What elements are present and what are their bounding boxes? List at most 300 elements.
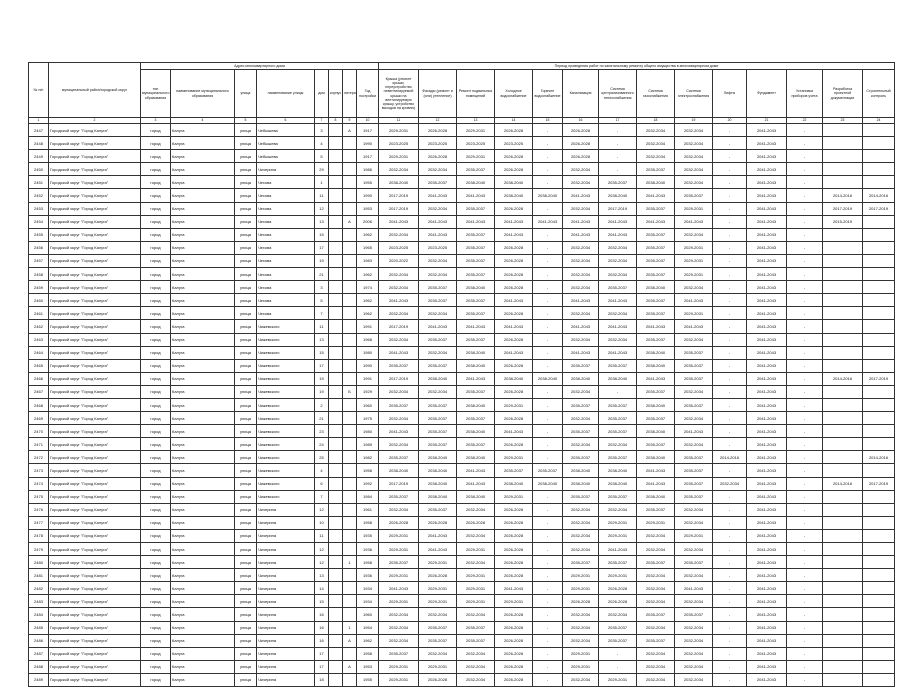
table-cell: 2035-2037	[637, 412, 675, 425]
hdr-hot-water: Горячее водоснабжение	[533, 70, 563, 118]
table-row	[29, 137, 895, 150]
table-cell: -	[533, 569, 563, 582]
table-cell	[343, 137, 357, 150]
table-cell: 2035-2037	[637, 307, 675, 320]
table-cell: 2032-2034	[563, 673, 599, 686]
table-cell: 2017-2019	[823, 202, 863, 215]
table-cell: 4	[315, 137, 329, 150]
table-cell: -	[713, 268, 747, 281]
table-cell	[343, 254, 357, 267]
table-cell: 2035-2037	[379, 451, 419, 464]
hdr-street-name: наименование улицы	[257, 70, 315, 118]
table-cell: улица	[235, 124, 257, 137]
table-cell: город	[141, 372, 171, 385]
table-cell: Городской округ "Город Калуга"	[49, 582, 141, 595]
table-cell	[863, 346, 895, 359]
table-cell: -	[533, 516, 563, 529]
table-cell: Калуга	[171, 451, 235, 464]
table-cell	[863, 254, 895, 267]
table-cell	[329, 543, 343, 556]
table-cell	[329, 189, 343, 202]
table-cell: -	[713, 595, 747, 608]
table-cell: Калуга	[171, 163, 235, 176]
table-cell: Городской округ "Город Калуга"	[49, 241, 141, 254]
table-cell: -	[533, 398, 563, 411]
table-cell: 2032-2034	[457, 660, 495, 673]
table-cell: Калуга	[171, 608, 235, 621]
table-cell: 2017-2019	[599, 202, 637, 215]
table-cell: Городской округ "Город Калуга"	[49, 660, 141, 673]
table-cell: Городской округ "Город Калуга"	[49, 529, 141, 542]
table-cell: Чехова	[257, 215, 315, 228]
table-cell: -	[713, 582, 747, 595]
table-cell: 2032-2034	[637, 660, 675, 673]
table-cell: 2035-2037	[599, 398, 637, 411]
table-cell: 2041-2043	[675, 320, 713, 333]
table-cell: 2038-2040	[495, 477, 533, 490]
table-cell: 2029-2031	[675, 202, 713, 215]
table-row	[29, 516, 895, 529]
table-cell: 2029-2031	[563, 660, 599, 673]
table-cell: 2029-2031	[563, 582, 599, 595]
table-cell: 2035-2037	[637, 268, 675, 281]
table-cell: 2029-2031	[563, 647, 599, 660]
table-cell: 2029-2031	[419, 556, 457, 569]
table-cell: 2041-2043	[747, 346, 787, 359]
table-cell: 2026-2028	[457, 516, 495, 529]
table-cell: -	[787, 412, 823, 425]
table-cell: 1968	[357, 333, 379, 346]
table-cell: 1990	[357, 359, 379, 372]
table-cell: -	[713, 215, 747, 228]
table-cell: 2032-2034	[379, 228, 419, 241]
hdr-heat: Система централизованного теплоснабжения	[599, 70, 637, 118]
table-cell: -	[533, 176, 563, 189]
table-cell: 2041-2043	[419, 189, 457, 202]
table-cell	[823, 451, 863, 464]
table-cell: -	[533, 634, 563, 647]
table-cell: улица	[235, 582, 257, 595]
table-cell: улица	[235, 556, 257, 569]
table-cell: 2035-2037	[379, 359, 419, 372]
table-cell	[343, 359, 357, 372]
table-cell: 2035-2037	[637, 202, 675, 215]
table-cell: 2035-2037	[675, 398, 713, 411]
table-cell	[329, 150, 343, 163]
table-cell: 2032-2034	[419, 163, 457, 176]
table-cell: 2038-2040	[457, 425, 495, 438]
table-cell: Городской округ "Город Калуга"	[49, 163, 141, 176]
table-cell: -	[787, 359, 823, 372]
table-cell: 2041-2043	[457, 464, 495, 477]
table-cell: Городской округ "Город Калуга"	[49, 569, 141, 582]
table-cell: 2041-2043	[747, 294, 787, 307]
table-cell: -	[599, 150, 637, 163]
table-cell: Чижевского	[257, 464, 315, 477]
table-cell: 2026-2028	[379, 516, 419, 529]
table-cell: 2035-2037	[379, 398, 419, 411]
table-cell: 2035-2037	[457, 438, 495, 451]
table-cell: 2032-2034	[379, 281, 419, 294]
table-cell: улица	[235, 477, 257, 490]
table-cell: 2483	[29, 595, 49, 608]
table-cell: 2023-2025	[457, 137, 495, 150]
table-cell: 1929	[357, 385, 379, 398]
table-cell: -	[713, 333, 747, 346]
table-cell: Калуга	[171, 556, 235, 569]
table-cell: 2029-2031	[495, 398, 533, 411]
table-cell: улица	[235, 320, 257, 333]
table-row	[29, 385, 895, 398]
table-cell: 1934	[357, 582, 379, 595]
table-cell: 2026-2028	[495, 385, 533, 398]
table-cell: -	[533, 647, 563, 660]
table-cell: 12	[315, 556, 329, 569]
table-cell: улица	[235, 176, 257, 189]
table-cell: 2026-2028	[495, 268, 533, 281]
table-cell: 1917	[357, 150, 379, 163]
table-cell	[863, 438, 895, 451]
column-number: 8	[329, 118, 343, 124]
table-cell: -	[533, 608, 563, 621]
table-cell	[343, 543, 357, 556]
table-cell: 2015-2019	[823, 215, 863, 228]
table-cell: город	[141, 608, 171, 621]
table-cell: -	[787, 215, 823, 228]
table-cell	[823, 176, 863, 189]
table-cell: Чичерина	[257, 529, 315, 542]
table-cell	[823, 516, 863, 529]
table-cell	[343, 294, 357, 307]
table-cell: улица	[235, 543, 257, 556]
table-cell: 2038-2040	[599, 464, 637, 477]
table-cell: Городской округ "Город Калуга"	[49, 543, 141, 556]
table-cell: -	[533, 438, 563, 451]
table-cell	[329, 621, 343, 634]
hdr-municipality: муниципальный район/городской округ	[49, 63, 141, 118]
table-row	[29, 477, 895, 490]
table-cell: 2035-2037	[599, 412, 637, 425]
table-cell: 1984	[357, 490, 379, 503]
table-cell: -	[713, 543, 747, 556]
table-cell	[863, 137, 895, 150]
table-cell	[863, 385, 895, 398]
table-cell: 2029-2031	[495, 595, 533, 608]
table-cell: Городской округ "Город Калуга"	[49, 595, 141, 608]
table-cell: 2032-2034	[379, 608, 419, 621]
table-cell: Калуга	[171, 516, 235, 529]
table-cell: 2029-2031	[563, 569, 599, 582]
table-cell: -	[713, 150, 747, 163]
table-cell: Чижевского	[257, 333, 315, 346]
table-cell: 2014-2016	[863, 189, 895, 202]
table-row	[29, 673, 895, 686]
table-cell: 2041-2043	[563, 228, 599, 241]
table-cell: -	[787, 529, 823, 542]
table-cell: 2023-2025	[495, 137, 533, 150]
table-cell	[343, 412, 357, 425]
table-cell: 2041-2043	[379, 425, 419, 438]
table-cell: 2017-2019	[379, 189, 419, 202]
table-cell: -	[787, 660, 823, 673]
table-cell: 2041-2043	[747, 529, 787, 542]
table-cell: 2032-2034	[675, 543, 713, 556]
table-cell: 2041-2043	[457, 189, 495, 202]
table-cell: -	[533, 451, 563, 464]
table-cell: -	[787, 451, 823, 464]
table-cell: 2035-2037	[563, 451, 599, 464]
table-cell: 1960	[357, 608, 379, 621]
table-cell	[823, 241, 863, 254]
table-cell: 2041-2043	[419, 320, 457, 333]
table-cell	[863, 503, 895, 516]
table-cell: -	[533, 307, 563, 320]
table-cell: 2026-2028	[419, 673, 457, 686]
table-cell	[329, 385, 343, 398]
table-cell: 2041-2043	[747, 215, 787, 228]
table-cell: 2041-2043	[747, 281, 787, 294]
table-cell	[863, 529, 895, 542]
table-cell	[863, 150, 895, 163]
table-cell	[863, 582, 895, 595]
table-cell: -	[713, 634, 747, 647]
table-cell: Чичерина	[257, 543, 315, 556]
table-cell: 2032-2034	[457, 529, 495, 542]
table-row	[29, 124, 895, 137]
table-cell	[863, 124, 895, 137]
table-cell: 2026-2028	[495, 307, 533, 320]
table-cell: 2026-2028	[495, 359, 533, 372]
table-cell: -	[533, 412, 563, 425]
table-cell: 2038-2040	[457, 176, 495, 189]
table-cell: 2035-2037	[599, 176, 637, 189]
table-cell: 2035-2037	[637, 163, 675, 176]
table-cell: 2026-2028	[495, 438, 533, 451]
table-cell: Городской округ "Город Калуга"	[49, 346, 141, 359]
table-cell: город	[141, 163, 171, 176]
table-cell: -	[533, 621, 563, 634]
table-cell: 1961	[357, 503, 379, 516]
table-cell: 2032-2034	[637, 647, 675, 660]
table-cell: 2489	[29, 673, 49, 686]
table-cell: 7	[315, 307, 329, 320]
table-cell: 2032-2034	[637, 543, 675, 556]
table-cell: улица	[235, 359, 257, 372]
table-cell: 2041-2043	[747, 464, 787, 477]
table-cell: Чичерина	[257, 163, 315, 176]
table-cell: Городской округ "Город Калуга"	[49, 490, 141, 503]
table-cell: 2032-2034	[379, 307, 419, 320]
table-cell: 2032-2034	[599, 307, 637, 320]
table-cell: -	[533, 556, 563, 569]
table-cell: улица	[235, 163, 257, 176]
table-cell	[823, 320, 863, 333]
table-cell: 2041-2043	[747, 647, 787, 660]
table-cell: 2041-2043	[747, 372, 787, 385]
table-cell: -	[713, 660, 747, 673]
table-cell: 2032-2034	[563, 307, 599, 320]
table-cell: -	[533, 241, 563, 254]
table-cell	[863, 359, 895, 372]
table-cell	[863, 333, 895, 346]
table-cell: 2035-2037	[457, 385, 495, 398]
table-cell: 2032-2034	[675, 281, 713, 294]
table-cell: 2038-2040	[419, 477, 457, 490]
table-cell: 29	[315, 163, 329, 176]
table-cell: 10	[315, 516, 329, 529]
table-cell: улица	[235, 150, 257, 163]
table-body	[29, 124, 895, 687]
table-cell: 1962	[357, 268, 379, 281]
table-cell: -	[787, 595, 823, 608]
table-cell: -	[533, 425, 563, 438]
table-cell: 2032-2034	[675, 137, 713, 150]
table-cell: 2041-2043	[379, 294, 419, 307]
table-cell: 2035-2037	[599, 281, 637, 294]
table-cell: 12	[315, 543, 329, 556]
table-cell: Чехова	[257, 254, 315, 267]
table-cell: Калуга	[171, 412, 235, 425]
table-cell: 1975	[357, 412, 379, 425]
table-cell: город	[141, 176, 171, 189]
table-cell: 1936	[357, 543, 379, 556]
table-cell: 2032-2034	[563, 529, 599, 542]
table-cell: 2035-2037	[533, 464, 563, 477]
table-cell: 2041-2043	[747, 582, 787, 595]
table-cell: -	[787, 647, 823, 660]
hdr-gas: Система газоснабжения	[637, 70, 675, 118]
table-cell: 2035-2037	[637, 556, 675, 569]
table-cell: 21	[315, 412, 329, 425]
table-cell	[329, 569, 343, 582]
table-cell: 2032-2034	[563, 634, 599, 647]
table-cell: -	[787, 477, 823, 490]
table-cell: 15	[315, 228, 329, 241]
table-cell: 2041-2043	[457, 320, 495, 333]
table-cell: 2032-2034	[637, 582, 675, 595]
table-cell: 2038-2040	[637, 490, 675, 503]
table-cell: -	[787, 464, 823, 477]
table-cell: 2035-2037	[419, 621, 457, 634]
table-cell: 2454	[29, 215, 49, 228]
table-cell: Чичерина	[257, 673, 315, 686]
table-cell: Калуга	[171, 477, 235, 490]
table-cell: 2035-2037	[419, 281, 457, 294]
table-cell: город	[141, 569, 171, 582]
table-cell: -	[533, 268, 563, 281]
table-row	[29, 425, 895, 438]
table-cell: 2014-2016	[863, 451, 895, 464]
table-cell: улица	[235, 281, 257, 294]
table-cell: 2038-2040	[457, 451, 495, 464]
table-cell: 2041-2043	[675, 215, 713, 228]
table-cell: 2447	[29, 124, 49, 137]
table-cell: 12	[315, 202, 329, 215]
table-cell: Городской округ "Город Калуга"	[49, 333, 141, 346]
table-cell: -	[787, 543, 823, 556]
table-cell: 2026-2028	[495, 621, 533, 634]
table-cell: город	[141, 215, 171, 228]
table-cell: 2032-2034	[379, 268, 419, 281]
table-cell: 2480	[29, 556, 49, 569]
table-cell: 2032-2034	[675, 163, 713, 176]
table-cell: -	[713, 241, 747, 254]
table-cell: Городской округ "Город Калуга"	[49, 281, 141, 294]
table-cell: Чижевского	[257, 438, 315, 451]
column-number: 23	[823, 118, 863, 124]
table-cell: Городской округ "Город Калуга"	[49, 359, 141, 372]
table-cell: 2041-2043	[747, 228, 787, 241]
table-cell: 2032-2034	[675, 438, 713, 451]
table-cell: 2041-2043	[747, 307, 787, 320]
hdr-foundation2: Фундамент	[747, 70, 787, 118]
table-cell: 2029-2031	[457, 124, 495, 137]
table-cell: 2457	[29, 254, 49, 267]
table-cell: -	[533, 673, 563, 686]
table-cell: 1958	[357, 516, 379, 529]
table-cell: -	[787, 372, 823, 385]
table-cell: 2017-2019	[863, 372, 895, 385]
table-cell: 2038-2040	[457, 281, 495, 294]
table-cell: 2026-2028	[563, 595, 599, 608]
table-cell: -	[599, 137, 637, 150]
table-cell	[823, 660, 863, 673]
table-cell: 2032-2034	[419, 268, 457, 281]
table-cell	[343, 595, 357, 608]
table-row	[29, 398, 895, 411]
table-cell: город	[141, 137, 171, 150]
table-cell: Калуга	[171, 569, 235, 582]
table-cell: 2041-2043	[747, 176, 787, 189]
table-cell: -	[533, 150, 563, 163]
table-cell: 2041-2043	[495, 215, 533, 228]
table-cell: -	[787, 281, 823, 294]
table-cell: -	[787, 438, 823, 451]
table-cell: 2023-2025	[419, 137, 457, 150]
table-cell: -	[533, 281, 563, 294]
table-row	[29, 202, 895, 215]
table-cell: Чехова	[257, 307, 315, 320]
table-cell: 2041-2043	[563, 294, 599, 307]
table-cell	[863, 660, 895, 673]
table-cell: 2487	[29, 647, 49, 660]
column-number: 18	[637, 118, 675, 124]
table-cell: 2041-2043	[747, 543, 787, 556]
table-cell: город	[141, 228, 171, 241]
table-cell: Калуга	[171, 595, 235, 608]
table-cell: 2041-2043	[747, 268, 787, 281]
column-number: 3	[141, 118, 171, 124]
table-cell: 2041-2043	[637, 320, 675, 333]
table-cell: Городской округ "Город Калуга"	[49, 556, 141, 569]
table-cell: -	[713, 673, 747, 686]
table-row	[29, 359, 895, 372]
table-cell: город	[141, 516, 171, 529]
table-cell: -	[713, 516, 747, 529]
table-cell	[823, 543, 863, 556]
table-cell: 2041-2043	[747, 490, 787, 503]
table-cell	[329, 608, 343, 621]
table-cell: 2032-2034	[675, 595, 713, 608]
table-cell: 2041-2043	[747, 320, 787, 333]
table-cell	[343, 398, 357, 411]
table-cell: 2041-2043	[533, 215, 563, 228]
table-cell	[863, 398, 895, 411]
table-row	[29, 372, 895, 385]
hdr-meters: Установка приборов учета	[787, 70, 823, 118]
table-cell	[343, 163, 357, 176]
table-cell	[823, 503, 863, 516]
